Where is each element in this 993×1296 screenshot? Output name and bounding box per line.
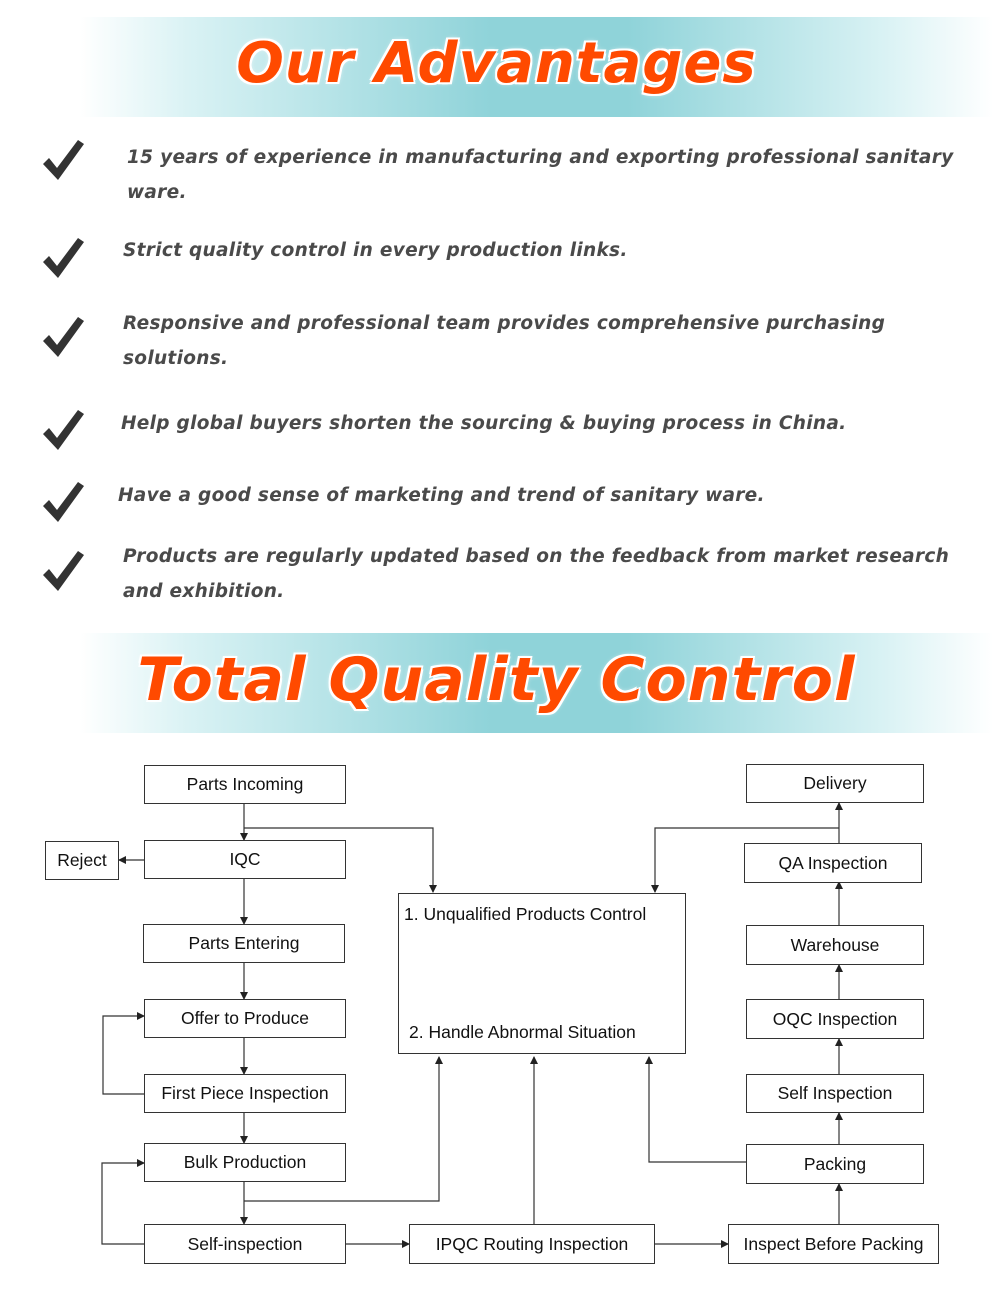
arrow-firstpiece-loop (103, 1016, 144, 1094)
node-ipqc: IPQC Routing Inspection (409, 1224, 655, 1264)
node-reject: Reject (45, 841, 119, 880)
node-qa-inspection: QA Inspection (744, 843, 922, 883)
advantage-item-4: Help global buyers shorten the sourcing & buying process in China. (121, 413, 847, 434)
advantage-item-1: 15 years of experience in manufacturing and exporting professional sanitary ware. (127, 147, 954, 203)
node-packing: Packing (746, 1144, 924, 1184)
advantage-item-2: Strict quality control in every production links. (123, 240, 628, 261)
node-warehouse: Warehouse (746, 925, 924, 965)
node-oqc-inspection: OQC Inspection (746, 999, 924, 1039)
node-bulk-production: Bulk Production (144, 1143, 346, 1182)
node-delivery: Delivery (746, 764, 924, 803)
advantage-item-5: Have a good sense of marketing and trend of sanitary ware. (118, 485, 765, 506)
node-iqc: IQC (144, 840, 346, 879)
advantage-item-3: Responsive and professional team provides comprehensive purchasing solutions. (123, 313, 886, 369)
node-parts-incoming: Parts Incoming (144, 765, 346, 804)
node-self-inspection-left: Self-inspection (144, 1224, 346, 1264)
advantage-item-6: Products are regularly updated based on the feedback from market research and exhibition. (123, 546, 950, 602)
node-inspect-before-packing: Inspect Before Packing (728, 1224, 939, 1264)
arrow-packing-to-control (649, 1057, 746, 1162)
advantages-title: Our Advantages (236, 31, 757, 96)
node-offer-to-produce: Offer to Produce (144, 999, 346, 1038)
node-control-box (398, 893, 686, 1054)
node-self-inspection-right: Self Inspection (746, 1074, 924, 1113)
control-line-2: 2. Handle Abnormal Situation (409, 1022, 636, 1042)
control-line-1: 1. Unqualified Products Control (404, 904, 647, 924)
node-parts-entering: Parts Entering (143, 924, 345, 963)
arrow-self-loop (102, 1163, 144, 1244)
node-first-piece-inspection: First Piece Inspection (144, 1074, 346, 1113)
quality-title: Total Quality Control (137, 645, 856, 715)
